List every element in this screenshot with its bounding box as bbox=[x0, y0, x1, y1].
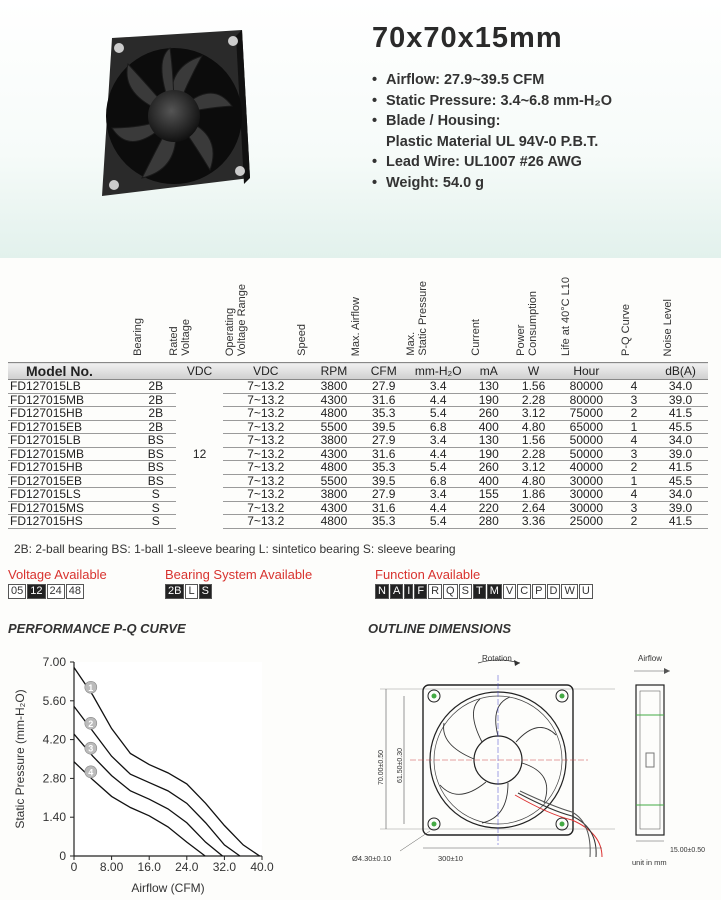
table-cell: 7~13.2 bbox=[223, 501, 309, 515]
unit-header: VDC bbox=[223, 363, 309, 380]
table-cell: 7~13.2 bbox=[223, 447, 309, 461]
table-row bbox=[8, 420, 708, 434]
table-cell: 45.5 bbox=[653, 420, 708, 434]
table-cell: S bbox=[135, 501, 176, 515]
spec-text: Plastic Material UL 94V-0 P.B.T. bbox=[386, 133, 599, 150]
table-cell: 3.12 bbox=[509, 407, 558, 421]
table-cell: 3800 bbox=[309, 380, 360, 394]
table-cell: 3800 bbox=[309, 488, 360, 502]
table-cell: 34.0 bbox=[653, 434, 708, 448]
x-axis-label: Airflow (CFM) bbox=[131, 881, 205, 895]
curve-label-1: 1 bbox=[88, 682, 94, 693]
rotation-label: Rotation bbox=[482, 654, 512, 663]
table-cell: 27.9 bbox=[359, 434, 408, 448]
table-cell: 35.3 bbox=[359, 515, 408, 529]
table-cell: S bbox=[135, 515, 176, 529]
dim-hole: Ø4.30±0.10 bbox=[352, 854, 392, 863]
table-cell: 1 bbox=[615, 474, 653, 488]
table-vertical-headers bbox=[0, 262, 721, 362]
table-cell: 2.28 bbox=[509, 393, 558, 407]
table-row bbox=[8, 393, 708, 407]
y-tick-label: 2.80 bbox=[42, 771, 66, 786]
table-cell: 35.3 bbox=[359, 407, 408, 421]
x-tick-label: 32.0 bbox=[212, 860, 237, 874]
function-option: S bbox=[459, 584, 472, 599]
y-tick-label: 4.20 bbox=[42, 732, 66, 747]
table-cell: 30000 bbox=[558, 488, 615, 502]
column-header: Max. Static Pressure bbox=[405, 281, 429, 356]
voltage-available-title: Voltage Available bbox=[8, 567, 107, 582]
table-cell: 2.64 bbox=[509, 501, 558, 515]
table-cell: 3.4 bbox=[408, 380, 468, 394]
table-cell: 75000 bbox=[558, 407, 615, 421]
x-tick-label: 0 bbox=[70, 860, 78, 874]
table-cell: 4.80 bbox=[509, 420, 558, 434]
table-cell: 39.0 bbox=[653, 447, 708, 461]
spec-text: Blade / Housing: bbox=[386, 113, 501, 129]
rated-voltage-cell: 12 bbox=[192, 447, 207, 461]
function-option: R bbox=[428, 584, 442, 599]
bearing-options bbox=[165, 584, 213, 599]
table-cell: 2 bbox=[615, 407, 653, 421]
outline-title: OUTLINE DIMENSIONS bbox=[368, 621, 512, 636]
function-option: N bbox=[375, 584, 389, 599]
table-cell: 41.5 bbox=[653, 461, 708, 475]
table-cell: 4800 bbox=[309, 407, 360, 421]
table-row bbox=[8, 447, 708, 461]
table-cell: FD127015LS bbox=[8, 488, 135, 502]
table-cell: 50000 bbox=[558, 434, 615, 448]
table-cell: 7~13.2 bbox=[223, 393, 309, 407]
dim-thickness: 15.00±0.50 bbox=[670, 847, 705, 854]
column-header: Power Consumption bbox=[515, 291, 539, 356]
table-cell: 5500 bbox=[309, 474, 360, 488]
table-cell: 50000 bbox=[558, 447, 615, 461]
bullet-icon: • bbox=[372, 92, 378, 109]
table-cell: 4.4 bbox=[408, 447, 468, 461]
table-cell: 4300 bbox=[309, 447, 360, 461]
product-title: 70x70x15mm bbox=[372, 22, 563, 54]
x-tick-label: 8.00 bbox=[99, 860, 124, 874]
table-cell: 155 bbox=[468, 488, 509, 502]
table-cell: 400 bbox=[468, 420, 509, 434]
y-tick-label: 5.60 bbox=[42, 693, 66, 708]
table-cell: 400 bbox=[468, 474, 509, 488]
function-option: A bbox=[390, 584, 403, 599]
voltage-option: 05 bbox=[8, 584, 26, 599]
bearing-available-title: Bearing System Available bbox=[165, 567, 313, 582]
table-cell: FD127015HB bbox=[8, 461, 135, 475]
performance-title: PERFORMANCE P-Q CURVE bbox=[8, 621, 186, 636]
table-cell: 5.4 bbox=[408, 407, 468, 421]
airflow-label: Airflow bbox=[638, 654, 663, 663]
table-cell: S bbox=[135, 488, 176, 502]
table-cell: 65000 bbox=[558, 420, 615, 434]
table-cell: 280 bbox=[468, 515, 509, 529]
model-no-header: Model No. bbox=[8, 363, 135, 380]
column-header: Current bbox=[470, 319, 482, 356]
column-header: Bearing bbox=[132, 318, 144, 356]
table-cell: 7~13.2 bbox=[223, 420, 309, 434]
table-cell: 31.6 bbox=[359, 501, 408, 515]
table-cell: 3 bbox=[615, 447, 653, 461]
function-option: F bbox=[414, 584, 427, 599]
table-cell: 2.28 bbox=[509, 447, 558, 461]
function-option: U bbox=[579, 584, 593, 599]
table-cell: 4300 bbox=[309, 393, 360, 407]
y-tick-label: 7.00 bbox=[42, 655, 66, 669]
table-cell: 41.5 bbox=[653, 407, 708, 421]
pq-curve-chart bbox=[0, 640, 350, 900]
table-cell: 130 bbox=[468, 380, 509, 394]
curve-label-3: 3 bbox=[88, 743, 94, 754]
table-cell: 190 bbox=[468, 447, 509, 461]
bearing-option: 2B bbox=[165, 584, 184, 599]
unit-header: VDC bbox=[176, 363, 223, 380]
table-cell: FD127015EB bbox=[8, 420, 135, 434]
table-cell: BS bbox=[135, 434, 176, 448]
column-header: Max. Airflow bbox=[350, 296, 362, 356]
table-cell: 3 bbox=[615, 393, 653, 407]
table-cell: FD127015LB bbox=[8, 434, 135, 448]
table-cell: 35.3 bbox=[359, 461, 408, 475]
function-option: T bbox=[473, 584, 486, 599]
column-header: P-Q Curve bbox=[620, 304, 632, 356]
table-row bbox=[8, 461, 708, 475]
table-cell: 190 bbox=[468, 393, 509, 407]
unit-note: unit in mm bbox=[632, 858, 667, 867]
unit-header: Hour bbox=[558, 363, 615, 380]
table-cell: 2B bbox=[135, 393, 176, 407]
function-option: I bbox=[404, 584, 413, 599]
function-option: W bbox=[561, 584, 577, 599]
column-header: Rated Voltage bbox=[168, 319, 192, 356]
table-cell: 2 bbox=[615, 515, 653, 529]
table-row bbox=[8, 501, 708, 515]
spec-item bbox=[372, 154, 612, 175]
table-cell: 80000 bbox=[558, 380, 615, 394]
table-cell: 40000 bbox=[558, 461, 615, 475]
y-tick-label: 1.40 bbox=[42, 810, 66, 825]
table-cell: 3.36 bbox=[509, 515, 558, 529]
table-cell: 7~13.2 bbox=[223, 407, 309, 421]
unit-header bbox=[615, 363, 653, 380]
table-cell: 39.5 bbox=[359, 474, 408, 488]
table-cell: 4 bbox=[615, 488, 653, 502]
spec-item bbox=[372, 72, 612, 93]
table-cell: 2 bbox=[615, 461, 653, 475]
table-cell: 6.8 bbox=[408, 474, 468, 488]
voltage-options bbox=[8, 584, 85, 599]
function-option: D bbox=[547, 584, 561, 599]
table-cell: 4300 bbox=[309, 501, 360, 515]
function-option: C bbox=[517, 584, 531, 599]
table-cell: 30000 bbox=[558, 474, 615, 488]
outline-drawing bbox=[340, 645, 721, 895]
column-header: Operating Voltage Range bbox=[224, 283, 248, 356]
table-cell: 260 bbox=[468, 461, 509, 475]
x-tick-label: 16.0 bbox=[137, 860, 161, 874]
function-options bbox=[375, 584, 594, 599]
table-cell: 1.56 bbox=[509, 380, 558, 394]
bullet-icon: • bbox=[372, 113, 378, 129]
bearing-option: S bbox=[199, 584, 212, 599]
table-cell: FD127015EB bbox=[8, 474, 135, 488]
table-cell: 30000 bbox=[558, 501, 615, 515]
curve-label-4: 4 bbox=[88, 767, 94, 778]
y-axis-label: Static Pressure (mm-H₂O) bbox=[13, 689, 27, 829]
dim-outer: 70.00±0.50 bbox=[378, 750, 385, 785]
table-cell: FD127015MB bbox=[8, 447, 135, 461]
table-cell: 4 bbox=[615, 434, 653, 448]
bearing-option: L bbox=[185, 584, 197, 599]
voltage-option: 24 bbox=[47, 584, 65, 599]
unit-header: RPM bbox=[309, 363, 360, 380]
table-cell: 7~13.2 bbox=[223, 461, 309, 475]
table-cell: FD127015MS bbox=[8, 501, 135, 515]
spec-text: Weight: 54.0 g bbox=[386, 174, 485, 191]
unit-header bbox=[135, 363, 176, 380]
table-cell: 1.56 bbox=[509, 434, 558, 448]
table-cell: 41.5 bbox=[653, 515, 708, 529]
table-cell: 4.80 bbox=[509, 474, 558, 488]
table-cell: 25000 bbox=[558, 515, 615, 529]
spec-item bbox=[372, 134, 612, 155]
table-cell: 34.0 bbox=[653, 488, 708, 502]
y-tick-label: 0 bbox=[59, 849, 66, 863]
function-option: V bbox=[503, 584, 516, 599]
table-cell: FD127015LB bbox=[8, 380, 135, 394]
table-cell: 220 bbox=[468, 501, 509, 515]
unit-header: W bbox=[509, 363, 558, 380]
table-cell: 7~13.2 bbox=[223, 434, 309, 448]
table-cell: 260 bbox=[468, 407, 509, 421]
x-tick-label: 40.0 bbox=[250, 860, 274, 874]
table-cell: 39.5 bbox=[359, 420, 408, 434]
table-cell: 45.5 bbox=[653, 474, 708, 488]
spec-list bbox=[372, 72, 612, 195]
function-option: Q bbox=[443, 584, 458, 599]
unit-header: mA bbox=[468, 363, 509, 380]
curve-label-2: 2 bbox=[88, 718, 94, 729]
table-row bbox=[8, 434, 708, 448]
product-header bbox=[0, 0, 721, 258]
table-cell: 31.6 bbox=[359, 393, 408, 407]
table-cell: 3 bbox=[615, 501, 653, 515]
column-header: Life at 40°C L10 bbox=[560, 276, 572, 356]
table-cell: 7~13.2 bbox=[223, 515, 309, 529]
table-cell: 80000 bbox=[558, 393, 615, 407]
table-cell: BS bbox=[135, 474, 176, 488]
table-cell: 39.0 bbox=[653, 501, 708, 515]
fan-product-image bbox=[92, 28, 252, 198]
table-cell: FD127015HB bbox=[8, 407, 135, 421]
bearing-legend: 2B: 2-ball bearing BS: 1-ball 1-sleeve bearing L: sintetico bearing S: sleeve bearing bbox=[14, 542, 456, 556]
table-cell: 5.4 bbox=[408, 515, 468, 529]
table-cell: 3.4 bbox=[408, 434, 468, 448]
spec-item bbox=[372, 113, 612, 134]
table-row bbox=[8, 380, 708, 394]
table-cell: BS bbox=[135, 461, 176, 475]
table-cell: 3800 bbox=[309, 434, 360, 448]
table-cell: BS bbox=[135, 447, 176, 461]
spec-text: Static Pressure: 3.4~6.8 mm-H₂O bbox=[386, 92, 613, 109]
table-row bbox=[8, 474, 708, 488]
x-tick-label: 24.0 bbox=[175, 860, 199, 874]
table-cell: 2B bbox=[135, 407, 176, 421]
table-cell: 5.4 bbox=[408, 461, 468, 475]
spec-item bbox=[372, 93, 612, 114]
table-cell: 34.0 bbox=[653, 380, 708, 394]
table-cell: 31.6 bbox=[359, 447, 408, 461]
unit-header: dB(A) bbox=[653, 363, 708, 380]
table-cell: 27.9 bbox=[359, 488, 408, 502]
table-row bbox=[8, 488, 708, 502]
table-cell: 4800 bbox=[309, 461, 360, 475]
table-cell: 3.4 bbox=[408, 488, 468, 502]
table-cell: 1 bbox=[615, 420, 653, 434]
column-header: Speed bbox=[296, 324, 308, 356]
table-cell: 6.8 bbox=[408, 420, 468, 434]
table-cell: 130 bbox=[468, 434, 509, 448]
dim-hole-spacing: 61.50±0.30 bbox=[397, 748, 404, 783]
column-header: Noise Level bbox=[662, 298, 674, 356]
function-option: M bbox=[487, 584, 502, 599]
spec-text: Airflow: 27.9~39.5 CFM bbox=[386, 72, 545, 88]
table-cell: 2B bbox=[135, 420, 176, 434]
table-cell: 1.86 bbox=[509, 488, 558, 502]
table-cell: 4.4 bbox=[408, 393, 468, 407]
spec-table bbox=[8, 362, 708, 529]
spec-item bbox=[372, 175, 612, 196]
table-cell: 4.4 bbox=[408, 501, 468, 515]
bullet-icon: • bbox=[372, 72, 378, 88]
table-row bbox=[8, 515, 708, 529]
table-cell: 3.12 bbox=[509, 461, 558, 475]
voltage-option: 48 bbox=[66, 584, 84, 599]
table-cell: 4 bbox=[615, 380, 653, 394]
table-cell: 5500 bbox=[309, 420, 360, 434]
bullet-icon: • bbox=[372, 174, 378, 191]
spec-text: Lead Wire: UL1007 #26 AWG bbox=[386, 154, 582, 170]
table-row bbox=[8, 407, 708, 421]
unit-header: CFM bbox=[359, 363, 408, 380]
dim-lead: 300±10 bbox=[438, 854, 463, 863]
table-cell: 7~13.2 bbox=[223, 380, 309, 394]
table-cell: FD127015MB bbox=[8, 393, 135, 407]
table-cell: 2B bbox=[135, 380, 176, 394]
table-cell: 7~13.2 bbox=[223, 488, 309, 502]
table-cell: 27.9 bbox=[359, 380, 408, 394]
bullet-icon: • bbox=[372, 154, 378, 170]
function-available-title: Function Available bbox=[375, 567, 481, 582]
table-cell: 4800 bbox=[309, 515, 360, 529]
voltage-option: 12 bbox=[27, 584, 45, 599]
table-cell: FD127015HS bbox=[8, 515, 135, 529]
table-cell: 7~13.2 bbox=[223, 474, 309, 488]
unit-header: mm-H₂O bbox=[408, 363, 468, 380]
function-option: P bbox=[532, 584, 545, 599]
table-cell: 39.0 bbox=[653, 393, 708, 407]
